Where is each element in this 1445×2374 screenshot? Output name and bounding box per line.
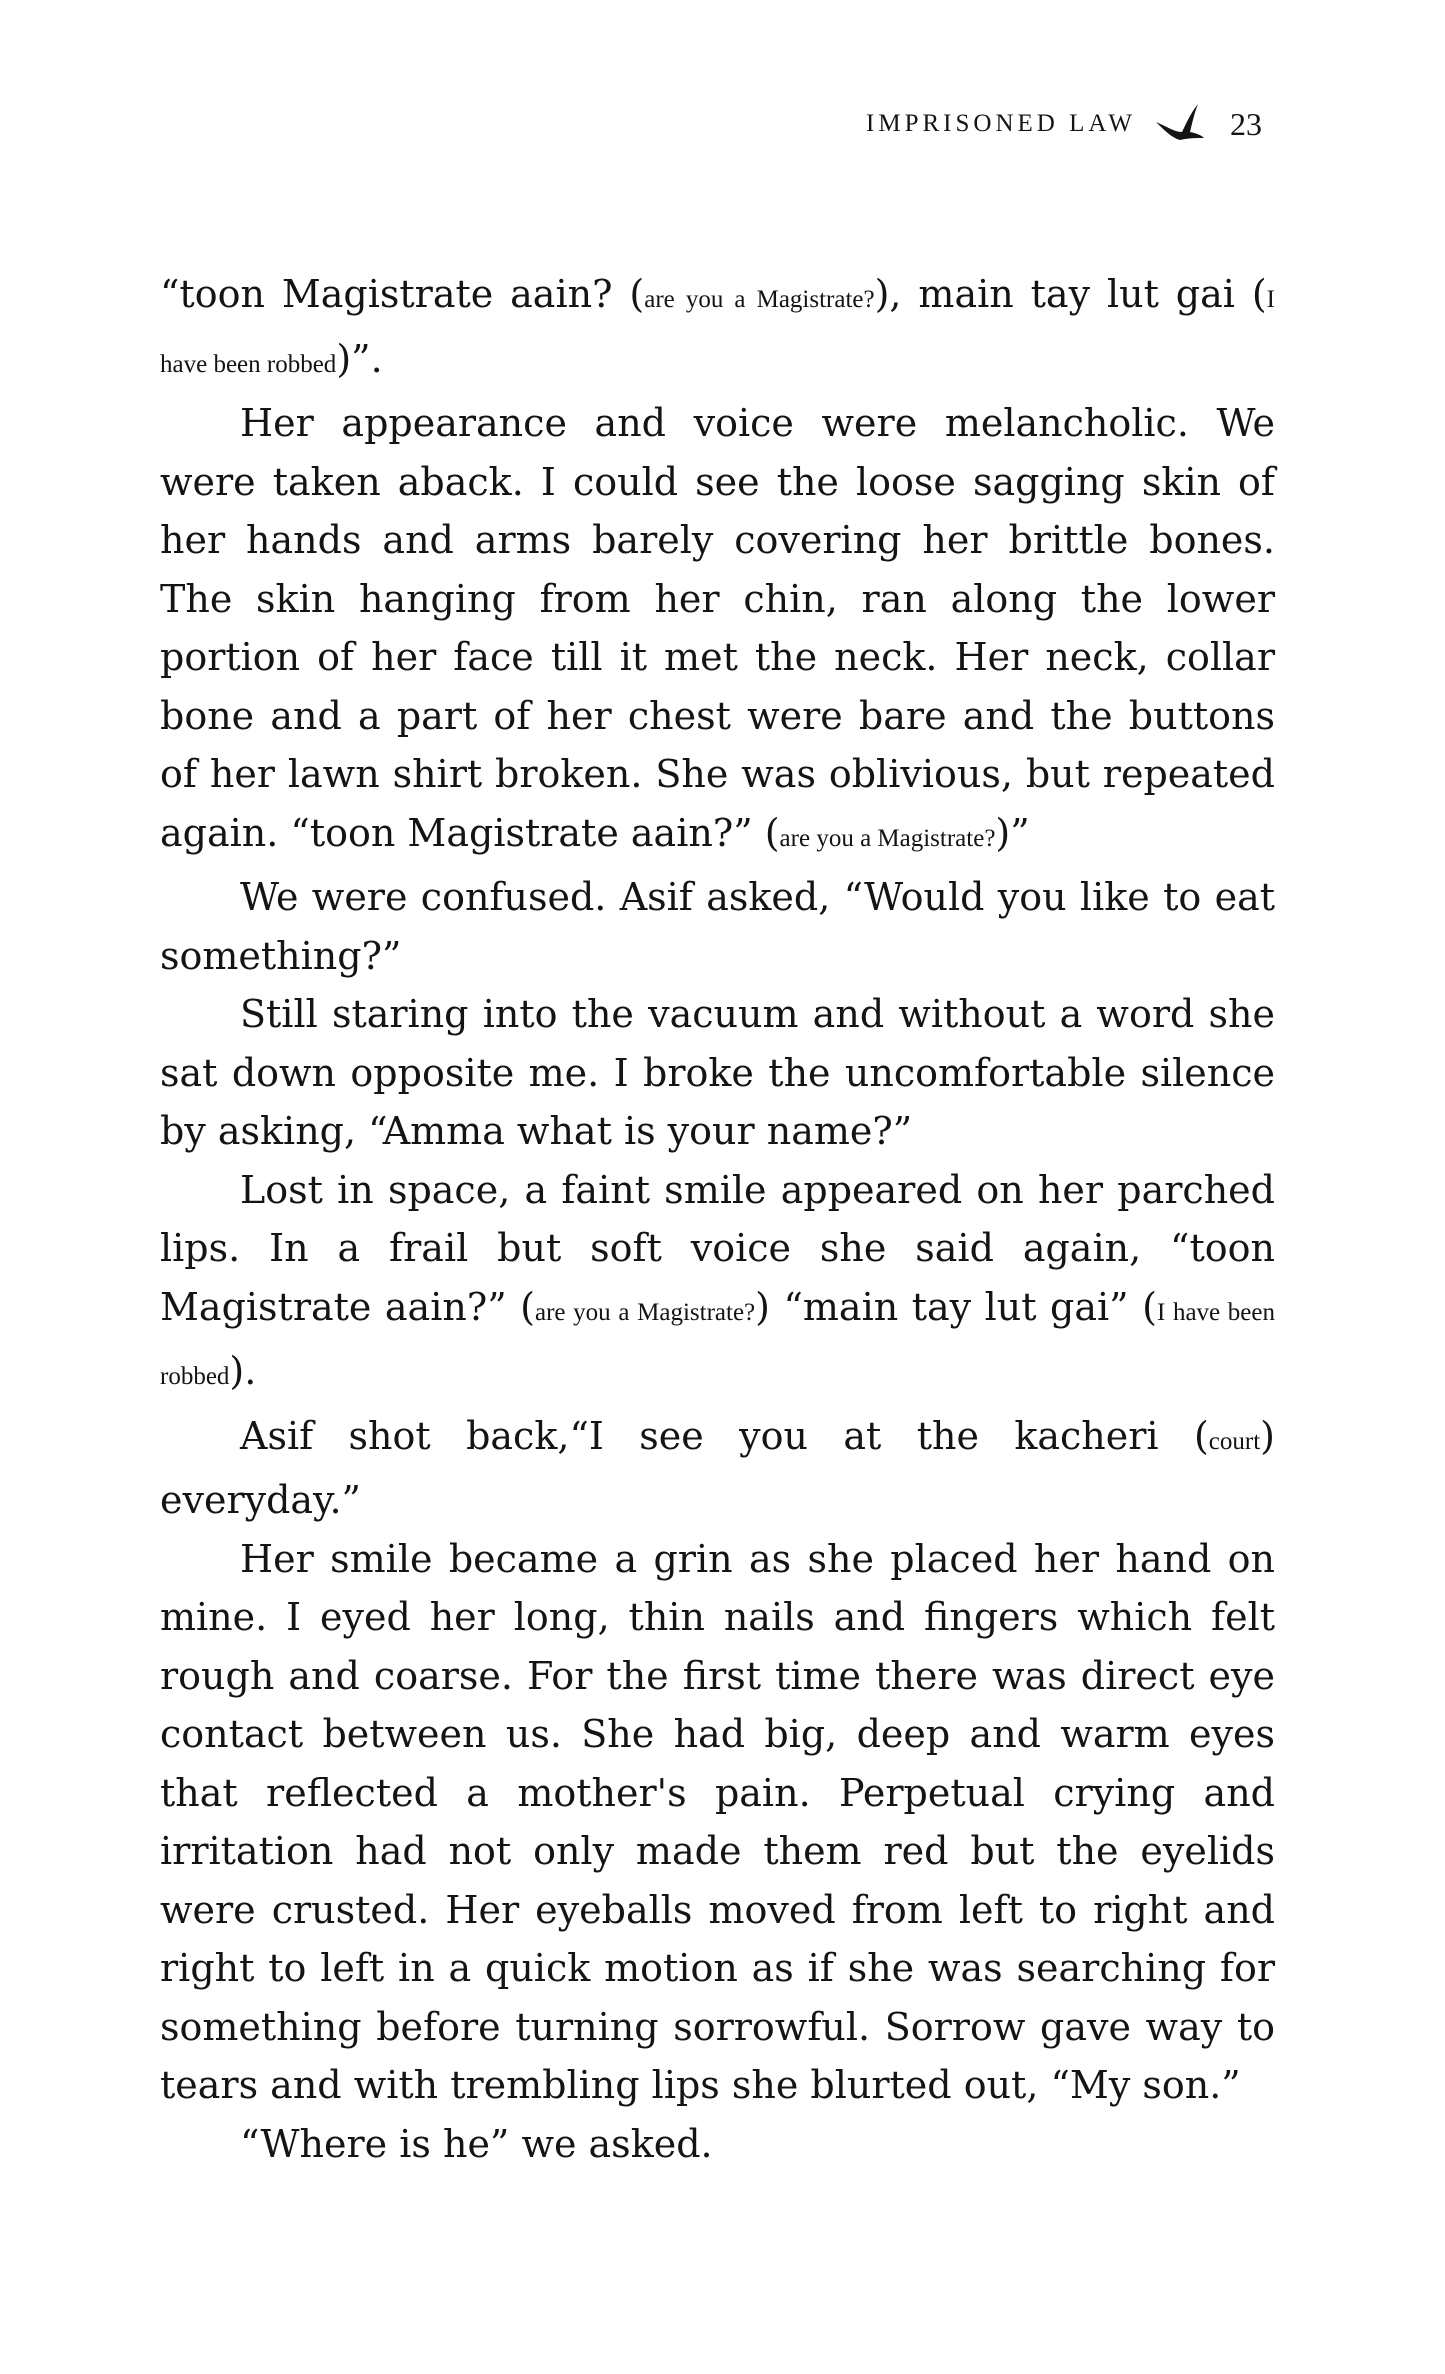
running-title: IMPRISONED LAW [866,110,1136,137]
page-number: 23 [1230,105,1262,142]
text-run: ) “main tay lut gai” ( [755,1284,1157,1329]
paragraph-3: We were confused. Asif asked, “Would you like to eat something?” [160,875,1275,978]
text-run: ), main tay lut gai ( [874,272,1267,316]
body-text [160,265,1275,2173]
paragraph-6 [160,1407,1275,1530]
text-run: Lost in space, a faint smile appeared on her parched lips. In a frail but soft voice she said again, “toon Magistrate aain?” ( [160,1167,1275,1329]
paragraph-4: Still staring into the vacuum and without a word she sat down opposite me. I broke the uncomfortable silence by asking, “Amma what is your name?” [160,992,1275,1153]
translation-note: I have been robbed [160,286,1275,378]
text-run: Her appearance and voice were melancholic. We were taken aback. I could see the loose sagging skin of her hands and arms barely covering her brittle bones. The skin hanging from her chin, ran along the lower portion of her face till it met the neck. Her neck, collar bone and a part of her chest were bare and the buttons of her lawn shirt broken. She was oblivious, but repeated again. “toon Magistrate aain?” ( [160,401,1275,855]
paragraph-7: Her smile became a grin as she placed her hand on mine. I eyed her long, thin nails and fingers which felt rough and coarse. For the first time there was direct eye contact between us. She had big, deep and warm eyes that reflected a mother's pain. Perpetual crying and irritation had not only made them red but the eyelids were crusted. Her eyeballs moved from left to right and right to left in a quick motion as if she was searching for something before turning sorrowful. Sorrow gave way to tears and with trembling lips she blurted out, “My son.” [160,1536,1275,2107]
translation-note: are you a Magistrate? [779,824,996,852]
text-run: “toon Magistrate aain? ( [160,272,645,316]
translation-note: I have been robbed [160,1298,1276,1390]
running-head [866,102,1262,146]
text-run: ) everyday.” [160,1413,1275,1522]
paragraph-8: “Where is he” we asked. [240,2121,713,2166]
translation-note: are you a Magistrate? [644,286,875,313]
paragraph-1 [160,265,1275,394]
bird-icon [1154,102,1206,146]
text-run: )” [995,810,1030,855]
translation-note: are you a Magistrate? [534,1298,756,1326]
text-run: ). [229,1349,257,1393]
text-run: )”. [336,336,383,381]
paragraph-2 [160,394,1275,868]
text-run: Asif shot back,“I see you at the kacheri ( [240,1413,1209,1458]
paragraph-5 [160,1161,1275,1407]
translation-note: court [1208,1427,1261,1455]
